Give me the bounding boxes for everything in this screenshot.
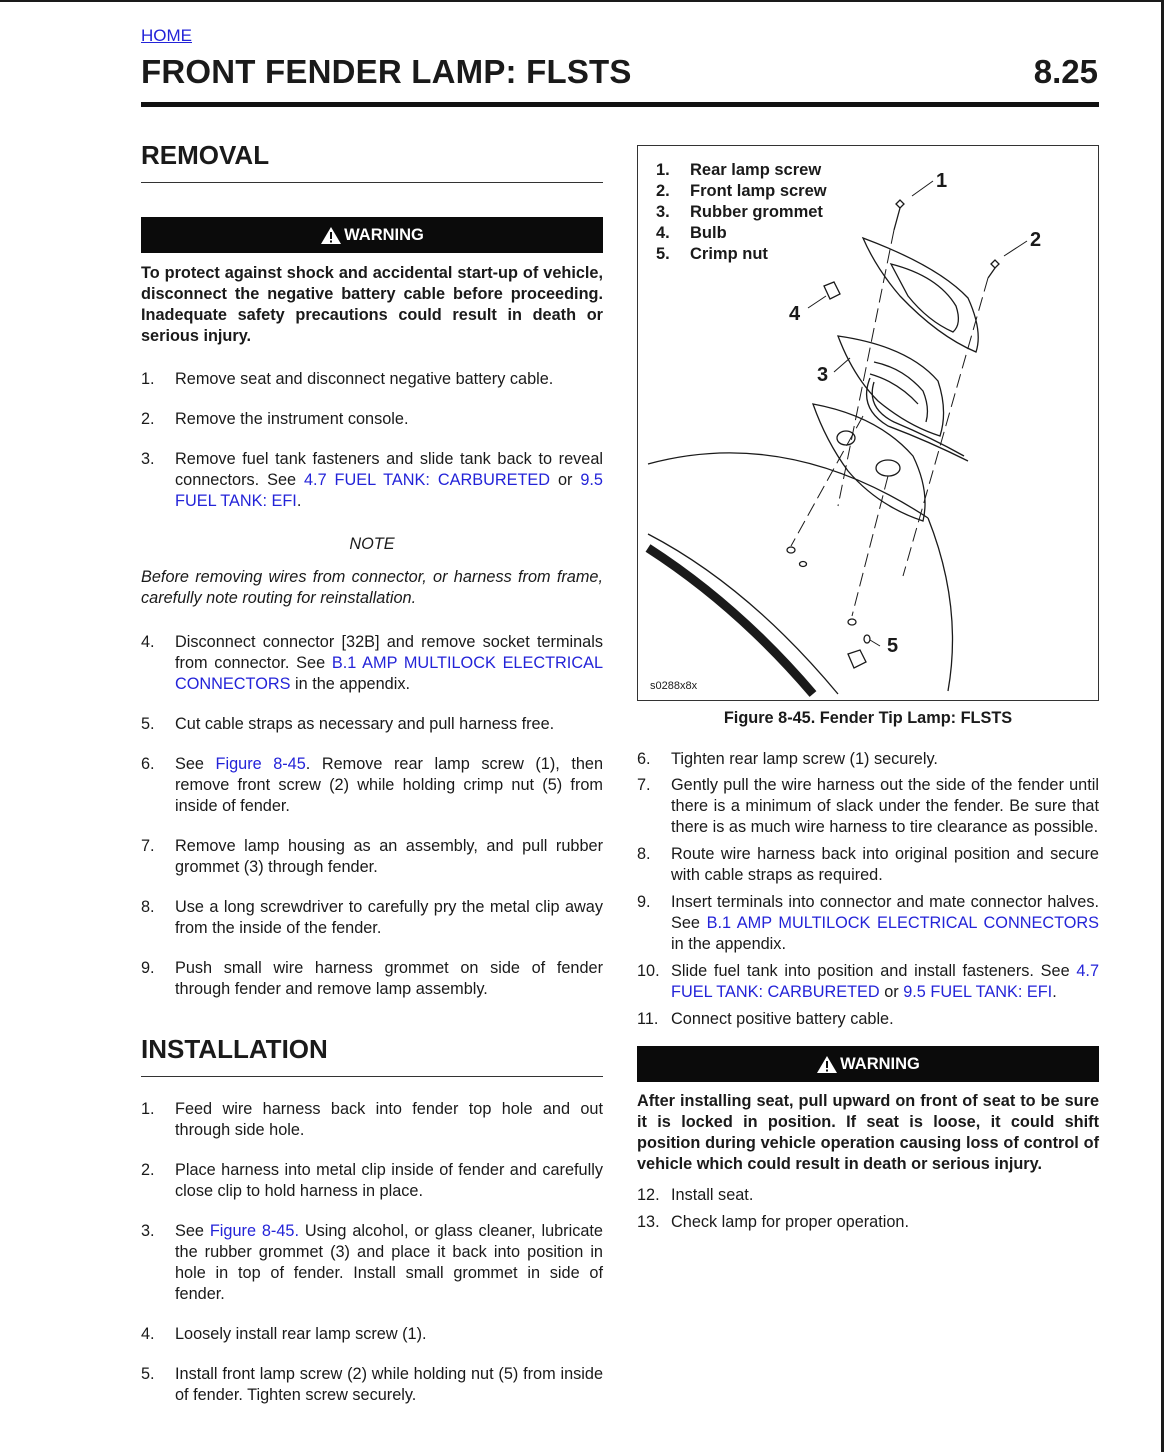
- leader-line: [912, 181, 933, 196]
- step-text: Remove lamp housing as an assembly, and pull rubber grommet (3) through fender.: [175, 837, 603, 876]
- figure-caption: Figure 8-45. Fender Tip Lamp: FLSTS: [723, 709, 1013, 727]
- step-text: Install front lamp screw (2) while holding nut (5) from inside of fender. Tighten screw securely.: [175, 1365, 603, 1404]
- installation-step: [141, 1324, 603, 1345]
- step-text-part: .: [1052, 983, 1057, 1001]
- step-number: 4.: [141, 633, 155, 651]
- step-text: Push small wire harness grommet on side of fender through fender and remove lamp assembly.: [175, 959, 603, 998]
- fuel-tank-efi-link[interactable]: 9.5 FUEL TANK: EFI: [175, 471, 603, 510]
- warning-triangle-icon: [816, 1055, 838, 1074]
- step-text-part: Remove fuel tank fasteners and slide tank back to reveal connectors. See: [175, 450, 603, 489]
- step-number: 2.: [141, 1161, 155, 1179]
- leader-line: [834, 358, 850, 372]
- step-number: 10.: [637, 962, 660, 980]
- removal-step: [141, 897, 603, 939]
- fuel-tank-carbureted-link[interactable]: 4.7 FUEL TANK: CARBURETED: [303, 471, 551, 489]
- step-text-part: Using alcohol, or glass cleaner, lubricate the rubber grommet (3) and place it back into position in hole in top of fender. Install small grommet in side of fender.: [175, 1222, 603, 1303]
- step-text-part: See: [175, 1222, 210, 1240]
- home-link[interactable]: HOME: [141, 26, 192, 45]
- installation-step: [141, 1221, 603, 1305]
- step-text: Cut cable straps as necessary and pull harness free.: [175, 715, 555, 733]
- legend-label: Rubber grommet: [690, 203, 823, 221]
- step-text: Connect positive battery cable.: [671, 1010, 894, 1028]
- legend-number: 3.: [656, 203, 670, 221]
- legend-label: Bulb: [690, 224, 727, 242]
- fender-hole: [787, 547, 795, 553]
- callout-1: 1: [936, 170, 948, 192]
- right-column: [637, 145, 1099, 1233]
- legend-number: 4.: [656, 224, 670, 242]
- front-lamp-screw: [991, 260, 999, 268]
- legend-label: Rear lamp screw: [690, 161, 822, 179]
- figure-8-45-link[interactable]: Figure 8-45.: [209, 1222, 299, 1240]
- installation-step: [637, 749, 1099, 770]
- page-frame-top: [0, 0, 1164, 2]
- step-number: 4.: [141, 1325, 155, 1343]
- step-number: 5.: [141, 715, 155, 733]
- step-number: 8.: [141, 898, 155, 916]
- step-text-part: Disconnect connector [32B] and remove socket terminals from connector. See: [175, 633, 603, 672]
- step-text-part: Insert terminals into connector and mate connector halves. See: [671, 893, 1099, 932]
- installation-step: [637, 892, 1099, 955]
- fender-inner-curve: [648, 534, 838, 694]
- installation-step: [141, 1099, 603, 1141]
- step-number: 11.: [637, 1010, 659, 1028]
- step-number: 6.: [637, 750, 651, 768]
- step-text: Check lamp for proper operation.: [671, 1213, 910, 1231]
- leader-line: [870, 640, 880, 646]
- warning-triangle-icon: [320, 226, 342, 245]
- callout-3: 3: [817, 364, 829, 386]
- legend-number: 5.: [656, 245, 670, 263]
- grommet-hole: [876, 460, 900, 476]
- step-text-part: . Remove rear lamp screw (1), then remove front screw (2) while holding crimp nut (5) from inside of fender.: [175, 755, 604, 815]
- step-text: Place harness into metal clip inside of fender and carefully close clip to hold harness in place.: [175, 1161, 603, 1200]
- legend-number: 1.: [656, 161, 670, 179]
- removal-step: [141, 958, 603, 1000]
- step-text: Loosely install rear lamp screw (1).: [175, 1325, 427, 1343]
- removal-step: [141, 449, 603, 512]
- step-text-part: in the appendix.: [290, 675, 410, 693]
- installation-warning-bar: [637, 1046, 1099, 1082]
- step-number: 3.: [141, 450, 155, 468]
- figure-8-45: [637, 145, 1099, 701]
- removal-step: [141, 714, 603, 735]
- installation-rule: [141, 1076, 603, 1077]
- rear-lamp-screw: [894, 208, 900, 230]
- assembly-guide-line: [903, 278, 988, 576]
- amp-multilock-connectors-link[interactable]: B.1 AMP MULTILOCK ELECTRICAL CONNECTORS: [175, 654, 604, 693]
- lamp-housing-ribs: [874, 362, 927, 422]
- legend-number: 2.: [656, 182, 670, 200]
- step-text-part: See: [175, 755, 216, 773]
- figure-8-45-link[interactable]: Figure 8-45: [215, 755, 306, 773]
- amp-multilock-connectors-link[interactable]: B.1 AMP MULTILOCK ELECTRICAL CONNECTORS: [706, 914, 1100, 932]
- step-text: [175, 1221, 603, 1305]
- removal-step: [141, 409, 603, 430]
- step-text-part: or: [550, 471, 581, 489]
- figure-code: s0288x8x: [650, 680, 698, 692]
- assembly-guide-line: [838, 230, 894, 506]
- step-number: 9.: [141, 959, 155, 977]
- fender-hole: [848, 619, 856, 625]
- step-number: 13.: [637, 1213, 660, 1231]
- front-lamp-screw: [988, 268, 995, 278]
- warning-label: WARNING: [840, 1054, 920, 1073]
- step-text-part: .: [296, 492, 302, 510]
- installation-step: [637, 961, 1099, 1003]
- step-text-part: Slide fuel tank into position and install fasteners. See: [671, 962, 1077, 980]
- callout-4: 4: [789, 303, 801, 325]
- step-number: 2.: [141, 410, 155, 428]
- fender-side-edge: [928, 518, 953, 691]
- installation-warning-text: After installing seat, pull upward on front of seat to be sure it is locked in position. If seat is loose, it could shift position during vehicle operation causing loss of control of vehicle which could result in death or serious injury.: [637, 1092, 1099, 1173]
- installation-heading: INSTALLATION: [141, 1034, 328, 1064]
- callout-2: 2: [1030, 229, 1042, 251]
- step-text: [175, 754, 603, 817]
- removal-warning-bar: [141, 217, 603, 253]
- legend-label: Front lamp screw: [690, 182, 827, 200]
- removal-heading: REMOVAL: [141, 140, 270, 170]
- warning-label: WARNING: [344, 225, 424, 244]
- installation-step: [637, 1009, 1099, 1030]
- installation-step: [637, 775, 1099, 838]
- callout-5: 5: [887, 635, 899, 657]
- fender-hole: [800, 562, 807, 567]
- installation-step: [637, 844, 1099, 886]
- left-column: [141, 140, 603, 1406]
- page-title: FRONT FENDER LAMP: FLSTS: [141, 53, 632, 90]
- step-text: Feed wire harness back into fender top hole and out through side hole.: [175, 1100, 603, 1139]
- step-text: Route wire harness back into original position and secure with cable straps as required.: [671, 845, 1099, 884]
- step-text: [175, 449, 603, 512]
- page-number: 8.25: [1033, 53, 1098, 90]
- step-number: 7.: [141, 837, 155, 855]
- removal-step: [141, 754, 603, 817]
- note-text: Before removing wires from connector, or harness from frame, carefully note routing for reinstallation.: [141, 568, 603, 607]
- installation-step: [637, 1212, 1099, 1233]
- step-text: Tighten rear lamp screw (1) securely.: [671, 750, 938, 768]
- step-number: 5.: [141, 1365, 155, 1383]
- removal-step: [141, 632, 603, 695]
- title-rule: [141, 102, 1099, 107]
- step-number: 7.: [637, 776, 651, 794]
- step-number: 9.: [637, 893, 651, 911]
- step-text: Use a long screwdriver to carefully pry the metal clip away from the inside of the fender.: [175, 898, 603, 937]
- step-number: 1.: [141, 1100, 155, 1118]
- fuel-tank-carbureted-link[interactable]: 4.7 FUEL TANK: CARBURETED: [671, 962, 1099, 1001]
- step-number: 12.: [637, 1186, 660, 1204]
- leader-line: [808, 296, 826, 308]
- installation-step: [141, 1160, 603, 1202]
- crimp-nut: [848, 650, 866, 668]
- assembly-guide-line: [852, 476, 888, 616]
- lamp-wires: [872, 382, 964, 456]
- rear-lamp-screw: [896, 200, 904, 208]
- installation-step: [637, 1185, 1099, 1206]
- step-text: Remove seat and disconnect negative battery cable.: [175, 370, 554, 388]
- step-text: Install seat.: [671, 1186, 754, 1204]
- bulb: [824, 282, 840, 299]
- legend-label: Crimp nut: [690, 245, 768, 263]
- lamp-wires: [867, 378, 968, 461]
- fender-thick-curve: [648, 548, 813, 694]
- step-text: [175, 632, 603, 695]
- step-number: 6.: [141, 755, 155, 773]
- removal-warning-text: To protect against shock and accidental start-up of vehicle, disconnect the negative battery cable before proceeding. Inadequate safety precautions could result in death or serious injury.: [141, 264, 603, 345]
- step-text: [671, 892, 1099, 955]
- note-heading: NOTE: [349, 535, 395, 553]
- step-text: Gently pull the wire harness out the side of the fender until there is a minimum of slack under the fender. Be sure that there is as much wire harness to tire clearance as possible.: [671, 776, 1099, 836]
- removal-step: [141, 369, 603, 390]
- step-text: [671, 961, 1099, 1003]
- leader-line: [1004, 241, 1027, 256]
- step-text: Remove the instrument console.: [175, 410, 409, 428]
- removal-step: [141, 836, 603, 878]
- lamp-lens: [863, 238, 978, 352]
- removal-rule: [141, 182, 603, 183]
- step-number: 1.: [141, 370, 155, 388]
- step-text-part: or: [879, 983, 904, 1001]
- installation-step: [141, 1364, 603, 1406]
- step-number: 3.: [141, 1222, 155, 1240]
- crimp-nut-washer: [864, 635, 870, 643]
- step-text-part: in the appendix.: [671, 935, 786, 953]
- step-number: 8.: [637, 845, 651, 863]
- fuel-tank-efi-link[interactable]: 9.5 FUEL TANK: EFI: [903, 983, 1053, 1001]
